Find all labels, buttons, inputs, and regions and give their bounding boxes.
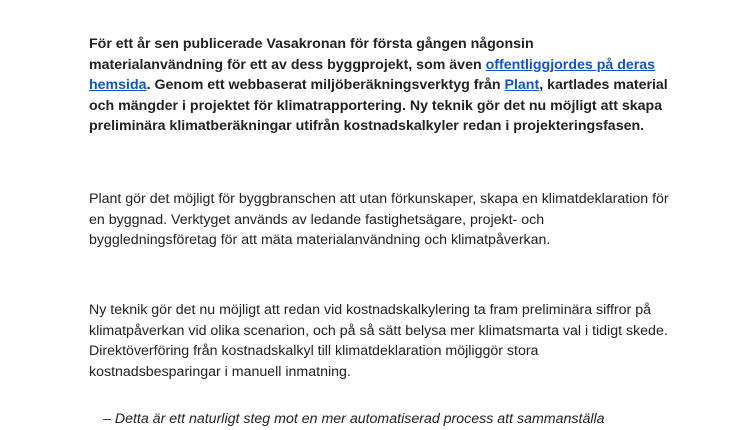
quote-paragraph: – Detta är ett naturligt steg mot en mer automatiserad process att sammanställa	[103, 411, 605, 427]
link-vasakronan-website[interactable]: offentliggjordes på deras hemsida	[89, 56, 656, 93]
lead-paragraph	[89, 34, 669, 137]
link-plant[interactable]: Plant	[504, 77, 540, 93]
lead-text-1: För ett år sen publicerade Vasakronan för första gången någonsin materialanvändning för ett av dess byggprojekt, som även	[89, 36, 534, 73]
paragraph-plant-intro: Plant gör det möjligt för byggbranschen att utan förkunskaper, skapa en klimatdeklaration för en byggnad. Verktyget används av ledande fastighetsägare, projekt- och byggledningsföretag för att mäta materialanvändning och klimatpåverkan.	[89, 191, 669, 248]
lead-text-3: , kartlades material och mängder i projektet för klimatrapportering. Ny teknik gör det nu möjligt att skapa preliminära klimatberäkningar utifrån kostnadskalkyler redan i projekteringsfasen.	[89, 77, 668, 134]
lead-text-2: . Genom ett webbaserat miljöberäkningsverktyg från	[146, 77, 505, 93]
paragraph-new-technology: Ny teknik gör det nu möjligt att redan vid kostnadskalkylering ta fram preliminära siffror på klimatpåverkan vid olika scenarion, och på så sätt belysa mer klimatsmarta val i tidigt skede. Direktöverföring från kostnadskalkyl till klimatdeklaration möjliggör stora kostnadsbesparingar i manuell inmatning.	[89, 302, 668, 380]
